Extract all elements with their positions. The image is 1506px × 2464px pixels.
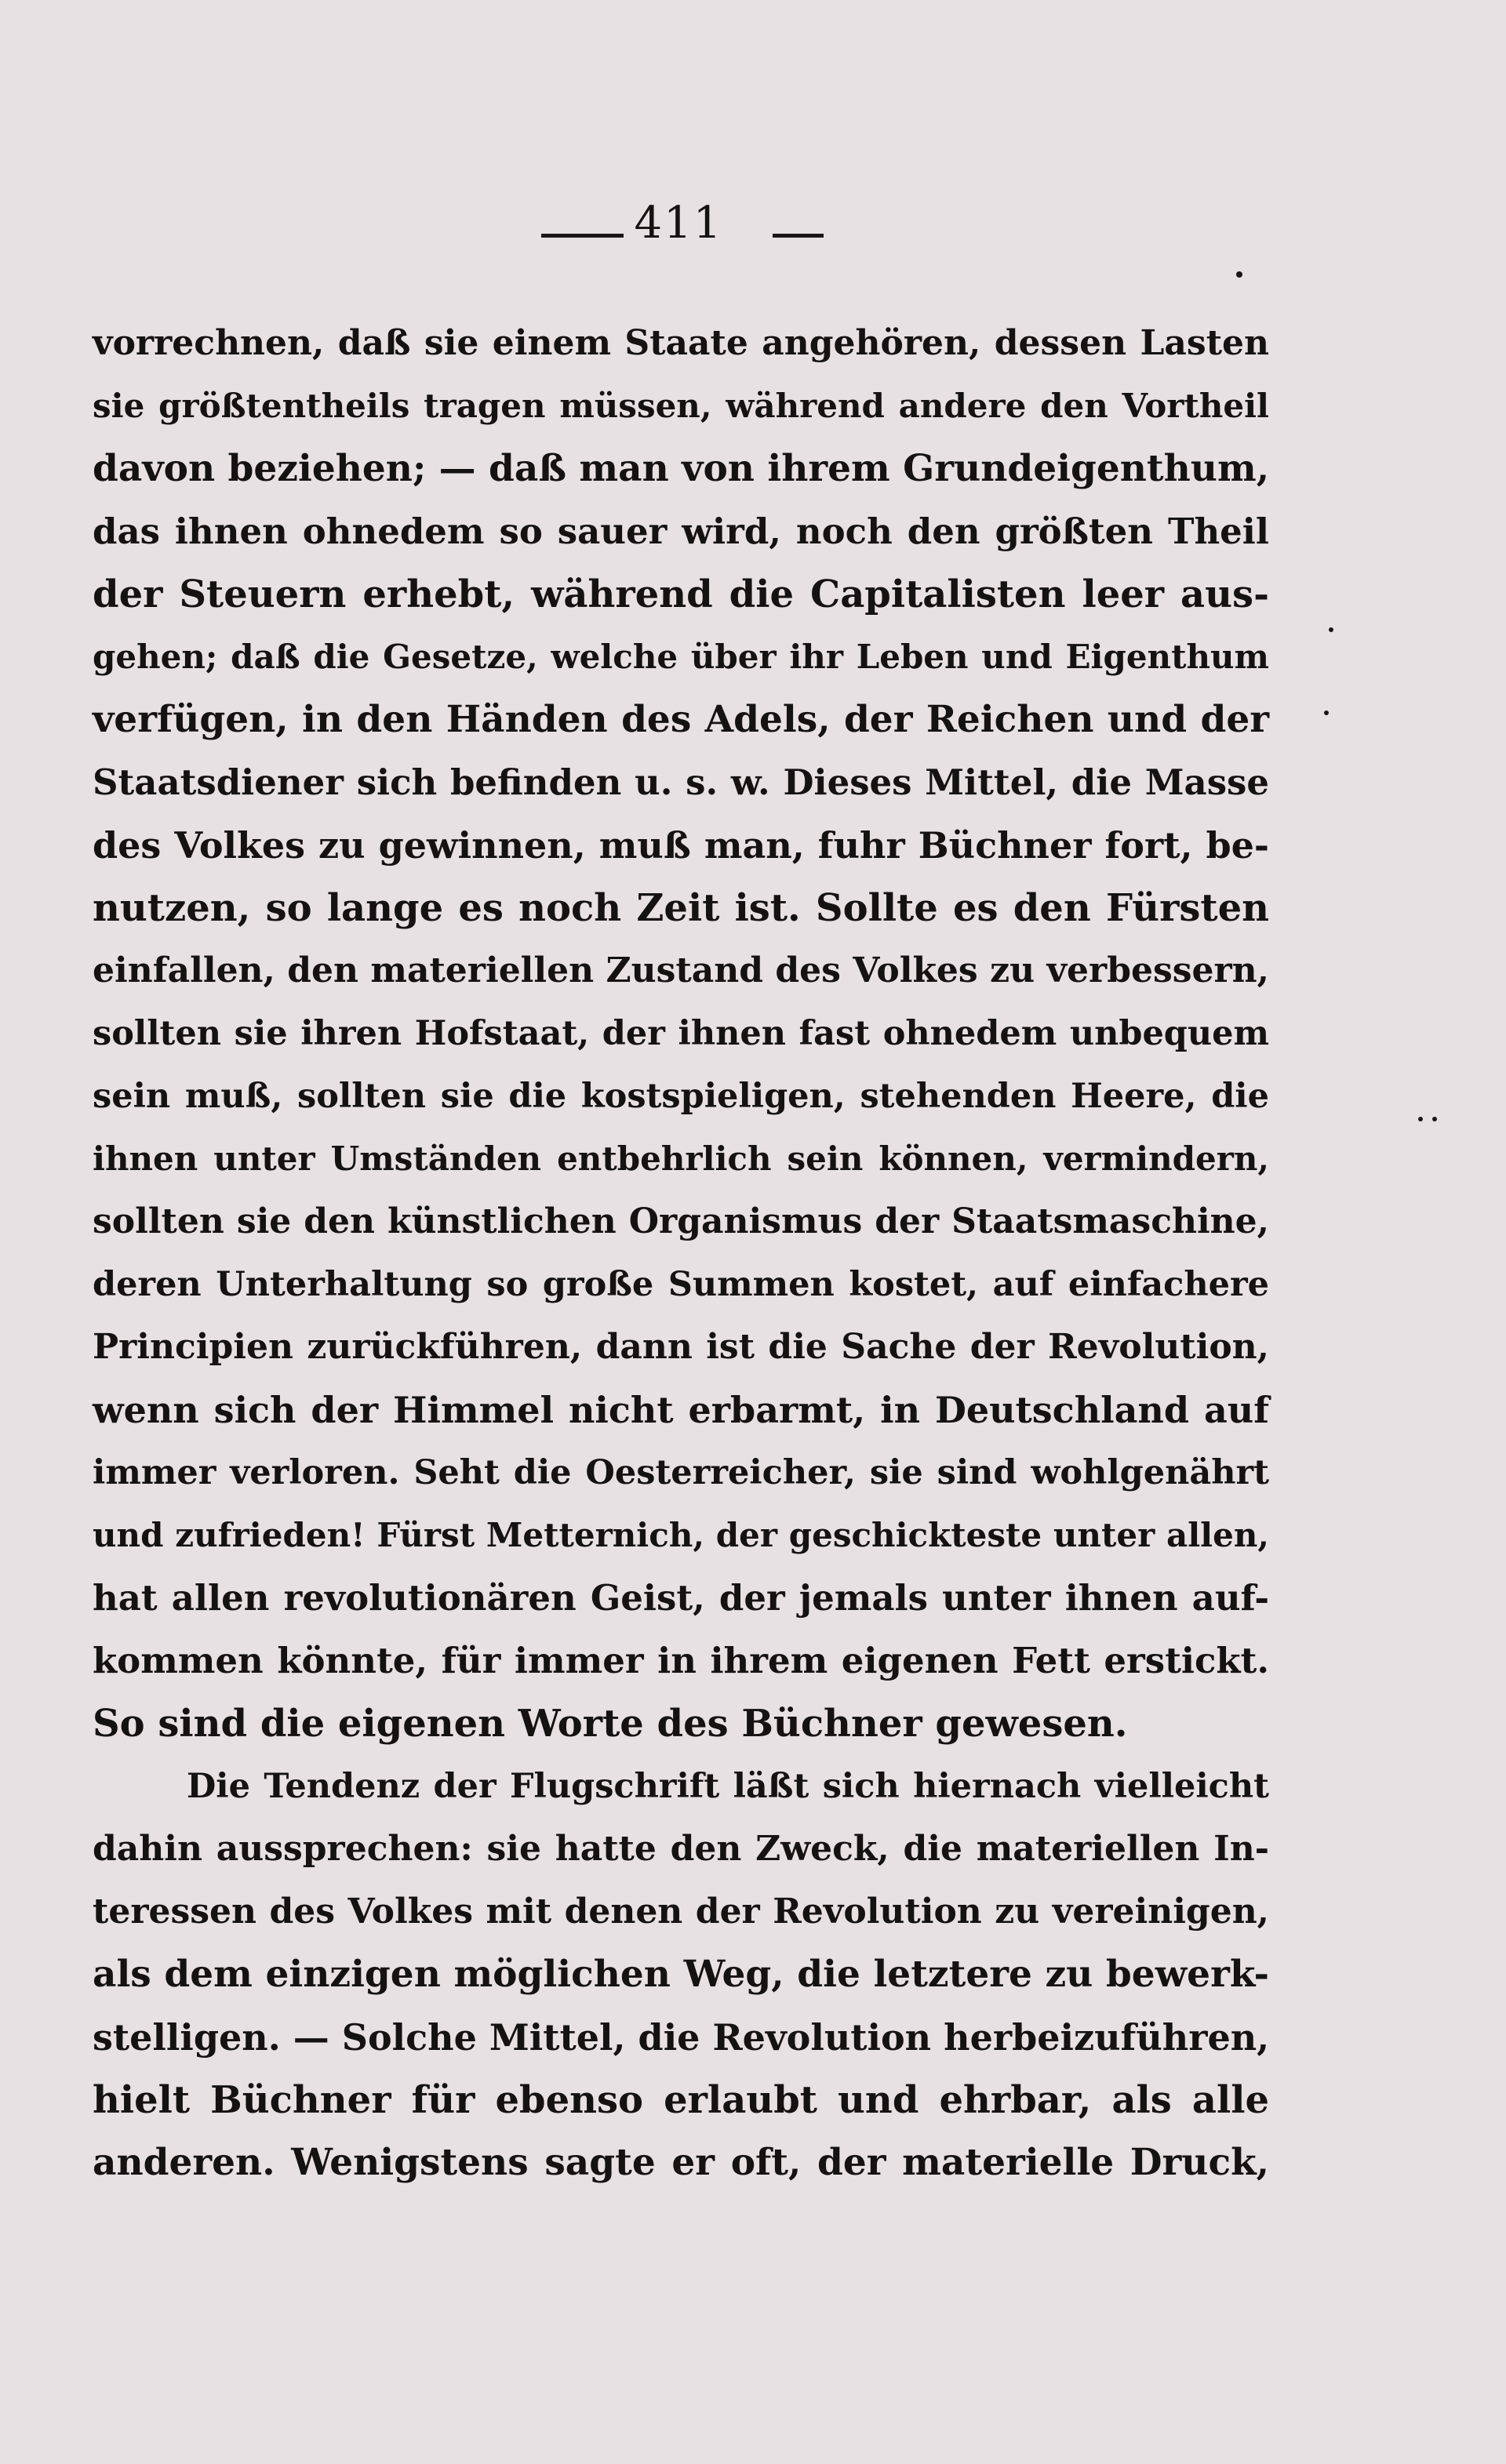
text-line: Principien zurückführen, dann ist die Sache der Revolution,: [93, 1327, 1269, 1367]
text-line: und zufrieden! Fürst Metternich, der geschickteste unter allen,: [93, 1516, 1269, 1554]
ink-speck: [1418, 1117, 1423, 1121]
text-line: das ihnen ohnedem so sauer wird, noch den größten Theil: [93, 511, 1269, 552]
ink-speck: [1324, 710, 1329, 715]
text-line: einfallen, den materiellen Zustand des Volkes zu verbessern,: [93, 950, 1269, 990]
text-line: als dem einzigen möglichen Weg, die letztere zu bewerk-: [93, 1953, 1269, 1996]
ink-speck: [1236, 271, 1242, 278]
page-header: [0, 194, 1506, 257]
text-line: immer verloren. Seht die Oesterreicher, sie sind wohlgenährt: [93, 1453, 1269, 1492]
text-line: ihnen unter Umständen entbehrlich sein können, vermindern,: [93, 1139, 1269, 1178]
text-line: teressen des Volkes mit denen der Revolution zu vereinigen,: [93, 1892, 1269, 1932]
header-dash-left: [541, 234, 624, 238]
ink-speck: [1329, 627, 1333, 632]
header-dash-right: [773, 234, 824, 238]
text-line: stelligen. — Solche Mittel, die Revolution herbeizuführen,: [93, 2016, 1270, 2059]
text-line: Die Tendenz der Flugschrift läßt sich hiernach vielleicht: [187, 1767, 1269, 1806]
text-line: So sind die eigenen Worte des Büchner gewesen.: [93, 1702, 1128, 1746]
text-line: vorrechnen, daß sie einem Staate angehören, dessen Lasten: [93, 323, 1269, 363]
text-line: deren Unterhaltung so große Summen kostet, auf einfachere: [93, 1265, 1269, 1304]
text-line: kommen könnte, für immer in ihrem eigenen Fett erstickt.: [93, 1640, 1269, 1681]
text-line: der Steuern erhebt, während die Capitalisten leer aus-: [93, 572, 1269, 616]
text-line: sollten sie ihren Hofstaat, der ihnen fast ohnedem unbequem: [93, 1014, 1269, 1053]
text-line: verfügen, in den Händen des Adels, der Reichen und der: [93, 698, 1269, 741]
text-line: hat allen revolutionären Geist, der jemals unter ihnen auf-: [93, 1577, 1269, 1619]
text-line: sein muß, sollten sie die kostspieligen, stehenden Heere, die: [93, 1077, 1269, 1116]
page-number: 411: [634, 198, 723, 249]
ink-speck: [1432, 1117, 1437, 1121]
text-line: des Volkes zu gewinnen, muß man, fuhr Büchner fort, be-: [93, 824, 1269, 867]
text-line: wenn sich der Himmel nicht erbarmt, in Deutschland auf: [93, 1389, 1269, 1431]
text-line: davon beziehen; — daß man von ihrem Grundeigenthum,: [93, 447, 1270, 490]
text-line: nutzen, so lange es noch Zeit ist. Sollte es den Fürsten: [93, 886, 1269, 930]
text-line: sie größtentheils tragen müssen, während andere den Vortheil: [93, 387, 1269, 425]
text-line: Staatsdiener sich befinden u. s. w. Dieses Mittel, die Masse: [93, 761, 1269, 803]
text-line: anderen. Wenigstens sagte er oft, der materielle Druck,: [93, 2141, 1269, 2184]
text-line: gehen; daß die Gesetze, welche über ihr Leben und Eigenthum: [93, 638, 1269, 676]
text-line: hielt Büchner für ebenso erlaubt und ehrbar, als alle: [93, 2078, 1269, 2122]
text-line: sollten sie den künstlichen Organismus der Staatsmaschine,: [93, 1201, 1269, 1241]
text-line: dahin aussprechen: sie hatte den Zweck, die materiellen In-: [93, 1829, 1269, 1869]
